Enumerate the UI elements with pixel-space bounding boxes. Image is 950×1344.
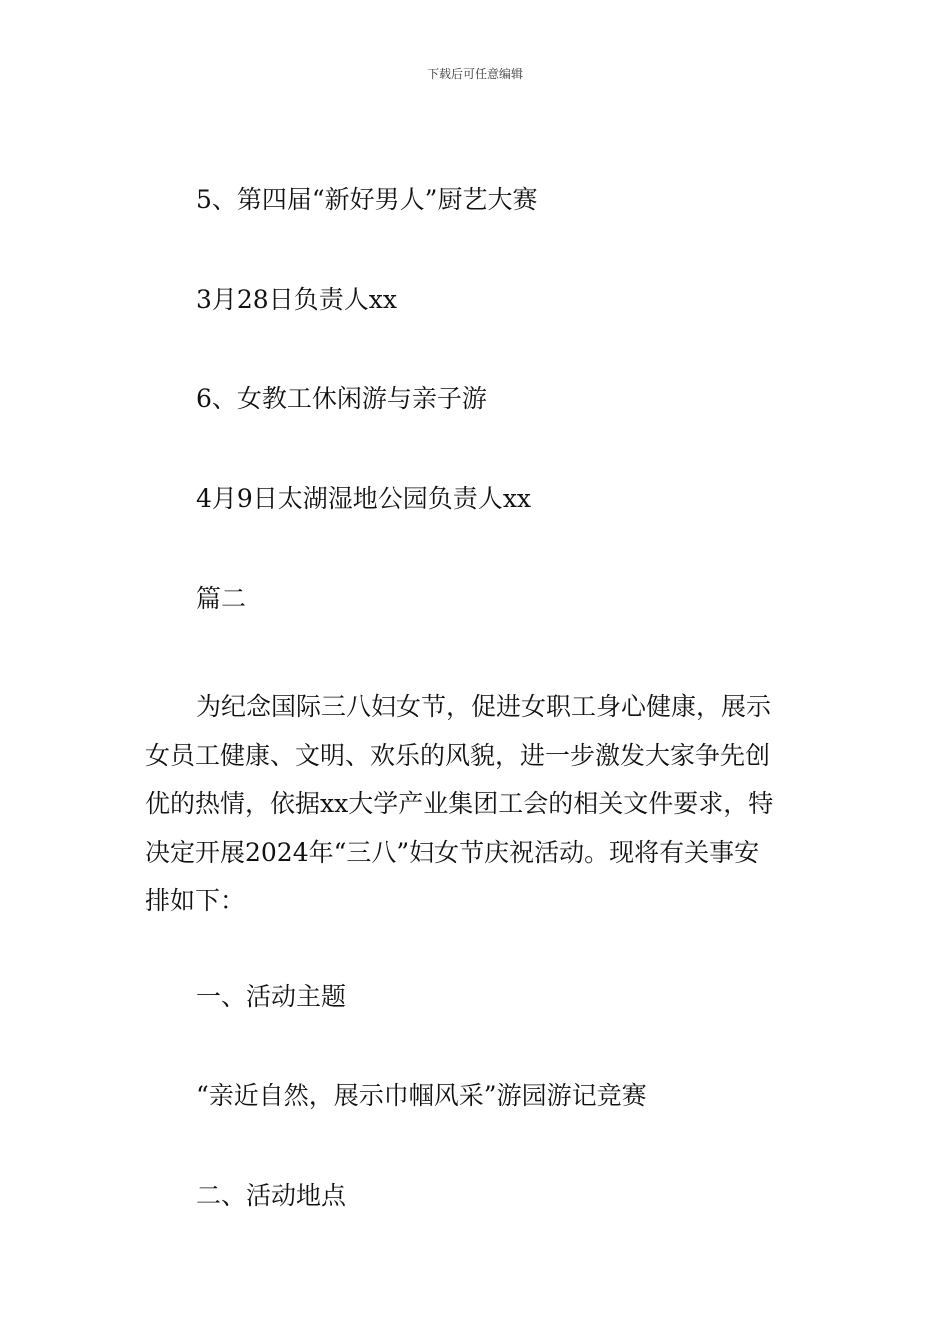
page-header-note: 下载后可任意编辑 xyxy=(426,67,523,81)
item-6-title: 6、女教工休闲游与亲子游 xyxy=(196,384,487,413)
item-5-title: 5、第四届“新好男人”厨艺大赛 xyxy=(196,185,538,214)
section-activity-theme-heading: 一、活动主题 xyxy=(196,982,347,1011)
item-5-detail: 3月28日负责人xx xyxy=(196,285,397,314)
paragraph-line: 优的热情，依据xx大学产业集团工会的相关文件要求，特 xyxy=(145,789,774,819)
paragraph-line: 女员工健康、文明、欢乐的风貌，进一步激发大家争先创 xyxy=(145,740,771,770)
activity-theme-text: “亲近自然，展示巾帼风采”游园游记竞赛 xyxy=(196,1081,647,1110)
section-activity-location-heading: 二、活动地点 xyxy=(196,1181,347,1210)
paragraph-line: 为纪念国际三八妇女节，促进女职工身心健康，展示 xyxy=(196,692,772,721)
intro-paragraph xyxy=(145,683,810,926)
paragraph-line: 决定开展2024年“三八”妇女节庆祝活动。现将有关事安 xyxy=(145,837,760,867)
paragraph-line: 排如下： xyxy=(145,886,246,916)
item-6-detail: 4月9日太湖湿地公园负责人xx xyxy=(196,484,532,513)
section-heading-part-two: 篇二 xyxy=(196,584,247,613)
